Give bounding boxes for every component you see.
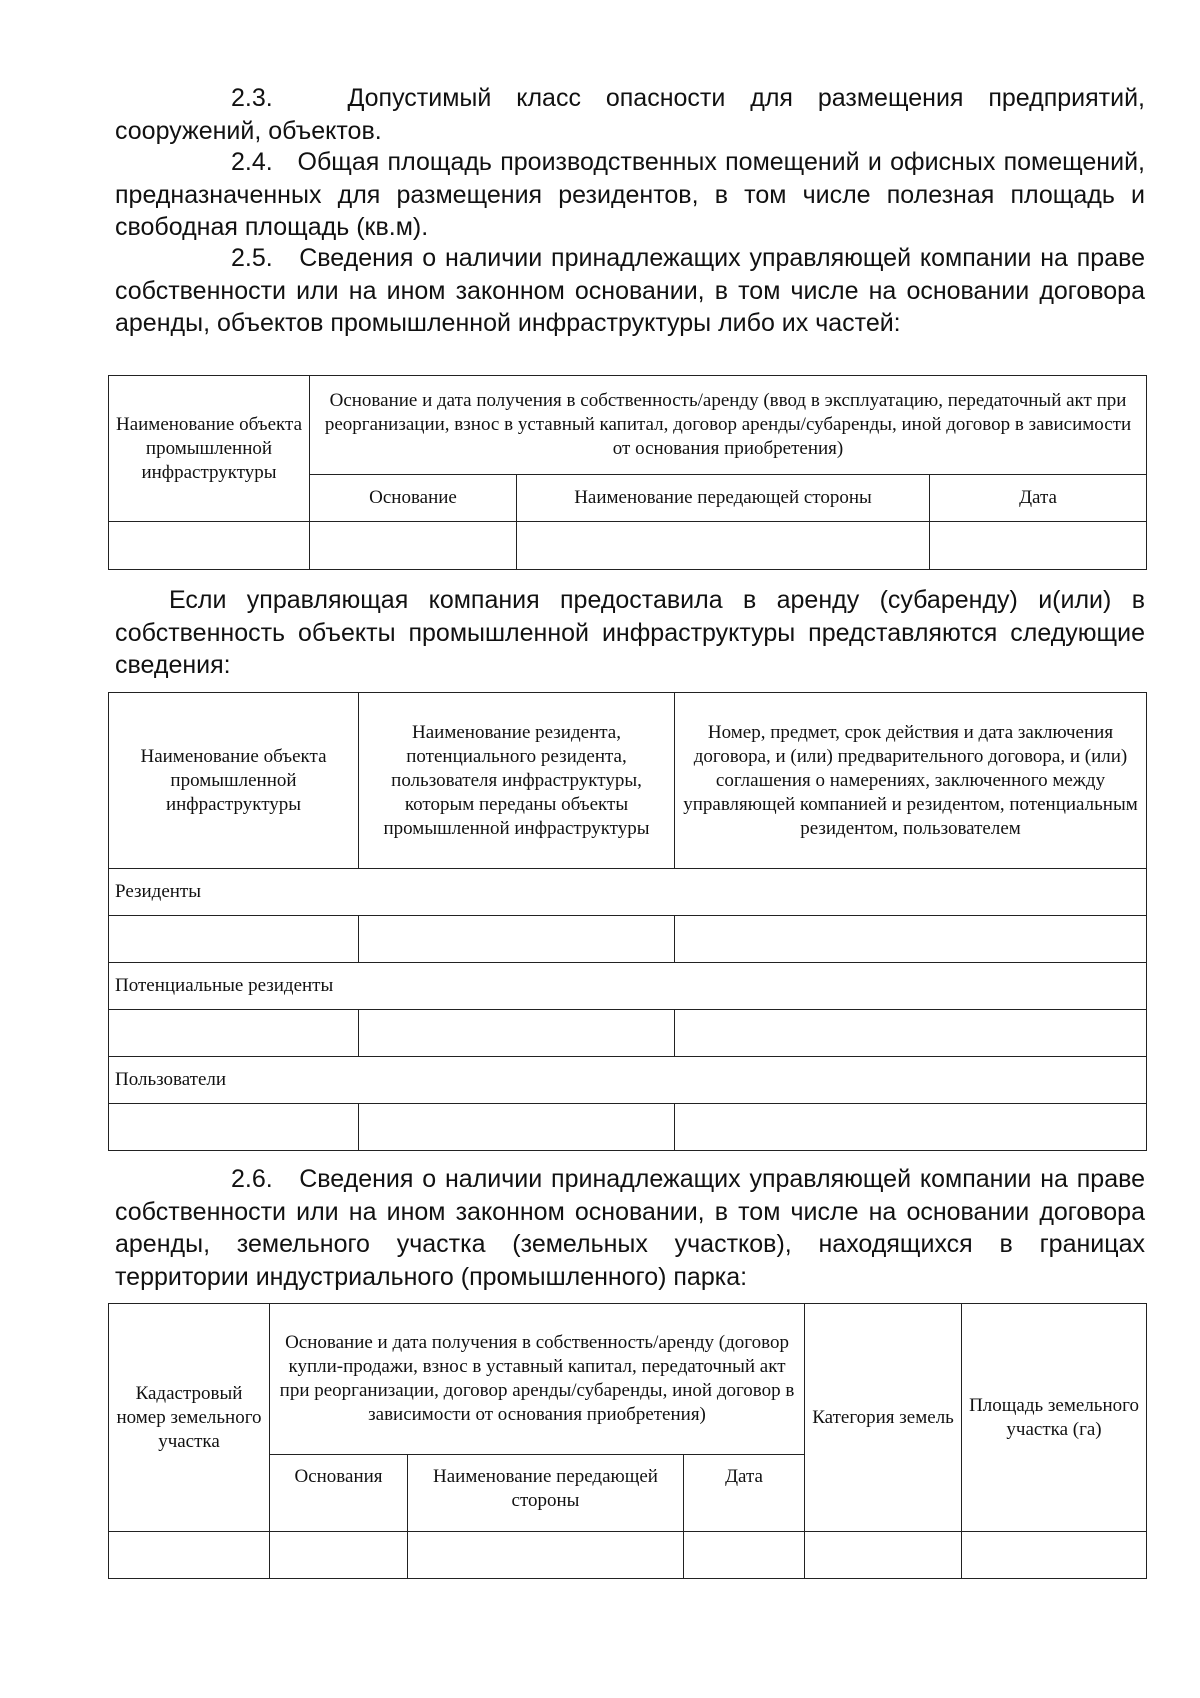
header-basis-date-group: Основание и дата получения в собственность/аренду (ввод в эксплуатацию, передаточный акт при реорганизации, взнос в уставный капитал, договор аренды/субаренды, иной договор в зависимости от основания приобретения): [310, 376, 1147, 475]
header-transferring-party: Наименование передающей стороны: [408, 1455, 684, 1532]
lease-intro-paragraph: Если управляющая компания предоставила в аренду (субаренду) и(или) в собственность объекты промышленной инфраструктуры представляются следующие сведения:: [115, 586, 1145, 679]
table-cell[interactable]: [109, 1010, 359, 1057]
paragraph-2-3: [115, 82, 1145, 147]
table-cell[interactable]: [109, 522, 310, 570]
header-object-name: Наименование объекта промышленной инфраструктуры: [109, 376, 310, 522]
paragraph-text: Общая площадь производственных помещений и офисных помещений, предназначенных для размещения резидентов, в том числе полезная площадь и свободная площадь (кв.м).: [115, 148, 1145, 241]
table-cell[interactable]: [675, 1104, 1147, 1151]
header-date: Дата: [684, 1455, 805, 1532]
header-plot-area: Площадь земельного участка (га): [962, 1304, 1147, 1532]
table-cell[interactable]: [310, 522, 517, 570]
header-transferring-party: Наименование передающей стороны: [517, 475, 930, 522]
header-contract-details: Номер, предмет, срок действия и дата заключения договора, и (или) предварительного договора, и (или) соглашения о намерениях, заключенного между управляющей компанией и резидентом, потенциальным резидентом, пользователем: [675, 693, 1147, 869]
table-row: [109, 1532, 1147, 1579]
paragraph-text: Сведения о наличии принадлежащих управляющей компании на праве собственности или на ином законном основании, в том числе на основании договора аренды, объектов промышленной инфраструктуры либо их частей:: [115, 244, 1145, 337]
table-cell[interactable]: [962, 1532, 1147, 1579]
table-cell[interactable]: [359, 1104, 675, 1151]
table-cell[interactable]: [109, 1104, 359, 1151]
paragraph-text: Допустимый класс опасности для размещения предприятий, сооружений, объектов.: [115, 84, 1146, 145]
section-users: Пользователи: [109, 1057, 1147, 1104]
table-cell[interactable]: [270, 1532, 408, 1579]
header-land-category: Категория земель: [805, 1304, 962, 1532]
header-cadastral-number: Кадастровый номер земельного участка: [109, 1304, 270, 1532]
paragraph-2-4: [115, 146, 1145, 244]
header-basis: Основание: [310, 475, 517, 522]
table-row: [109, 1010, 1147, 1057]
paragraph-2-6: [115, 1163, 1145, 1293]
paragraph-2-5: [115, 242, 1145, 340]
table-row: [109, 522, 1147, 570]
paragraph-number: 2.5.: [231, 244, 273, 272]
paragraph-number: 2.4.: [231, 148, 273, 176]
table-cell[interactable]: [930, 522, 1147, 570]
table-cell[interactable]: [805, 1532, 962, 1579]
paragraph-text: Сведения о наличии принадлежащих управляющей компании на праве собственности или на ином законном основании, в том числе на основании договора аренды, земельного участка (земельных участков), находящихся в границах территории индустриального (промышленного) парка:: [115, 1165, 1145, 1291]
table-cell[interactable]: [517, 522, 930, 570]
table-cell[interactable]: [109, 916, 359, 963]
table-row: [109, 916, 1147, 963]
header-basis-date-group: Основание и дата получения в собственность/аренду (договор купли-продажи, взнос в уставный капитал, передаточный акт при реорганизации, договор аренды/субаренды, иной договор в зависимости от основания приобретения): [270, 1304, 805, 1455]
table-cell[interactable]: [675, 1010, 1147, 1057]
header-basis: Основания: [270, 1455, 408, 1532]
land-plots-table: [108, 1303, 1147, 1579]
table-cell[interactable]: [408, 1532, 684, 1579]
header-object-name: Наименование объекта промышленной инфраструктуры: [109, 693, 359, 869]
infrastructure-objects-table: [108, 375, 1147, 570]
paragraph-number: 2.6.: [231, 1165, 273, 1193]
table-cell[interactable]: [359, 916, 675, 963]
leased-objects-table: [108, 692, 1147, 1151]
header-resident-name: Наименование резидента, потенциального резидента, пользователя инфраструктуры, которым переданы объекты промышленной инфраструктуры: [359, 693, 675, 869]
table-cell[interactable]: [109, 1532, 270, 1579]
table-cell[interactable]: [359, 1010, 675, 1057]
table-row: [109, 1104, 1147, 1151]
table-cell[interactable]: [684, 1532, 805, 1579]
table-cell[interactable]: [675, 916, 1147, 963]
section-residents: Резиденты: [109, 869, 1147, 916]
paragraph-number: 2.3.: [231, 84, 273, 112]
header-date: Дата: [930, 475, 1147, 522]
section-potential-residents: Потенциальные резиденты: [109, 963, 1147, 1010]
